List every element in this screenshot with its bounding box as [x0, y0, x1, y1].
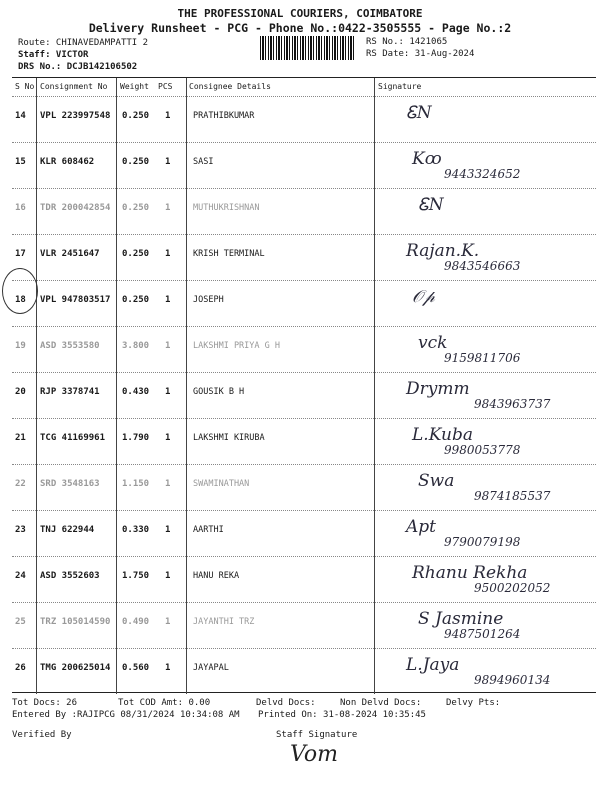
row-consignee-name: GOUSIK B H	[193, 387, 245, 397]
pen-circle-mark	[2, 268, 38, 314]
table-row	[12, 234, 596, 280]
barcode	[260, 36, 356, 60]
row-consignee-name: LAKSHMI KIRUBA	[193, 433, 265, 443]
row-signature: Drymm	[406, 379, 470, 399]
row-pcs: 1	[165, 157, 171, 167]
row-signature: L.Kuba	[412, 425, 473, 445]
row-consignment-no: TRZ 105014590	[40, 617, 111, 627]
row-consignment-no: TDR 200042854	[40, 203, 111, 213]
row-signature: Apt	[406, 517, 436, 537]
row-signature: Rhanu Rekha	[412, 563, 528, 583]
row-signature: ᏋN	[406, 103, 432, 123]
row-sno: 22	[15, 479, 26, 489]
row-pcs: 1	[165, 433, 171, 443]
row-signature: S Jasmine	[418, 609, 504, 629]
delivered-docs: Delvd Docs:	[256, 698, 316, 708]
row-sno: 19	[15, 341, 26, 351]
row-weight: 0.560	[122, 663, 150, 673]
row-consignee-name: JAYAPAL	[193, 663, 229, 673]
row-pcs: 1	[165, 295, 171, 305]
row-consignee-name: PRATHIBKUMAR	[193, 111, 255, 121]
row-pcs: 1	[165, 571, 171, 581]
row-phone-note: 9790079198	[444, 535, 521, 549]
row-signature: L.Jaya	[406, 655, 460, 675]
row-signature: vck	[418, 333, 448, 353]
row-weight: 0.250	[122, 295, 150, 305]
row-weight: 0.250	[122, 249, 150, 259]
row-weight: 1.790	[122, 433, 150, 443]
row-phone-note: 9894960134	[474, 673, 551, 687]
row-consignee-name: SWAMINATHAN	[193, 479, 250, 489]
col-signature: Signature	[378, 82, 422, 91]
total-docs: Tot Docs: 26	[12, 698, 78, 708]
row-weight: 0.430	[122, 387, 150, 397]
row-sno: 18	[15, 295, 26, 305]
row-consignment-no: ASD 3552603	[40, 571, 100, 581]
row-consignment-no: SRD 3548163	[40, 479, 100, 489]
staff-signature-label: Staff Signature	[276, 730, 358, 740]
table-row	[12, 142, 596, 188]
row-consignee-name: SASI	[193, 157, 214, 167]
row-consignment-no: VPL 223997548	[40, 111, 111, 121]
row-consignment-no: TCG 41169961	[40, 433, 106, 443]
row-consignee-name: LAKSHMI PRIYA G H	[193, 341, 280, 351]
row-signature: Kꝏ	[412, 149, 442, 169]
col-pcs: PCS	[158, 82, 173, 91]
row-consignee-name: JAYANTHI TRZ	[193, 617, 255, 627]
drs-number: DRS No.: DCJB142106502	[18, 62, 138, 72]
row-weight: 0.250	[122, 111, 150, 121]
row-consignment-no: KLR 608462	[40, 157, 95, 167]
col-sno: S No	[15, 82, 35, 91]
runsheet-table	[12, 77, 596, 693]
route-label: Route: CHINAVEDAMPATTI 2	[18, 38, 149, 48]
row-phone-note: 9487501264	[444, 627, 521, 641]
row-weight: 0.490	[122, 617, 150, 627]
row-consignment-no: VLR 2451647	[40, 249, 100, 259]
table-row	[12, 464, 596, 510]
row-pcs: 1	[165, 479, 171, 489]
row-pcs: 1	[165, 525, 171, 535]
table-row	[12, 326, 596, 372]
non-delivered-docs: Non Delvd Docs:	[340, 698, 422, 708]
row-weight: 1.750	[122, 571, 150, 581]
row-signature: ᏋN	[418, 195, 444, 215]
row-weight: 0.250	[122, 203, 150, 213]
table-row	[12, 280, 596, 326]
table-row	[12, 372, 596, 418]
row-pcs: 1	[165, 617, 171, 627]
table-row	[12, 188, 596, 234]
table-row	[12, 418, 596, 464]
row-phone-note: 9843546663	[444, 259, 521, 273]
row-consignment-no: TMG 200625014	[40, 663, 111, 673]
row-consignee-name: AARTHI	[193, 525, 224, 535]
row-sno: 16	[15, 203, 26, 213]
row-sno: 20	[15, 387, 26, 397]
rs-date: RS Date: 31-Aug-2024	[366, 49, 475, 59]
row-phone-note: 9980053778	[444, 443, 521, 457]
row-sno: 26	[15, 663, 26, 673]
row-pcs: 1	[165, 341, 171, 351]
verified-by: Verified By	[12, 730, 72, 740]
row-sno: 24	[15, 571, 26, 581]
row-pcs: 1	[165, 249, 171, 259]
row-sno: 14	[15, 111, 26, 121]
entered-by: Entered By :RAJIPCG 08/31/2024 10:34:08 AM	[12, 710, 240, 720]
row-signature: 𝒪𝓅	[412, 287, 435, 307]
row-signature: Rajan.K.	[406, 241, 480, 261]
table-row	[12, 602, 596, 648]
row-phone-note: 9443324652	[444, 167, 521, 181]
row-phone-note: 9874185537	[474, 489, 551, 503]
row-phone-note: 9500202052	[474, 581, 551, 595]
row-sno: 21	[15, 433, 26, 443]
table-row	[12, 510, 596, 556]
staff-label: Staff: VICTOR	[18, 50, 89, 60]
row-consignment-no: VPL 947803517	[40, 295, 111, 305]
row-sno: 15	[15, 157, 26, 167]
col-consignment: Consignment No	[40, 82, 108, 91]
table-row	[12, 556, 596, 602]
row-weight: 0.250	[122, 157, 150, 167]
row-consignee-name: JOSEPH	[193, 295, 224, 305]
row-sno: 23	[15, 525, 26, 535]
rs-number: RS No.: 1421065	[366, 37, 448, 47]
col-consignee: Consignee Details	[189, 82, 271, 91]
row-consignee-name: HANU REKA	[193, 571, 240, 581]
row-weight: 3.800	[122, 341, 150, 351]
total-cod: Tot COD Amt: 0.00	[118, 698, 211, 708]
row-consignment-no: ASD 3553580	[40, 341, 100, 351]
row-consignment-no: RJP 3378741	[40, 387, 100, 397]
row-signature: Swa	[418, 471, 455, 491]
row-weight: 0.330	[122, 525, 150, 535]
runsheet-subtitle: Delivery Runsheet - PCG - Phone No.:0422-3505555 - Page No.:2	[88, 21, 512, 35]
row-weight: 1.150	[122, 479, 150, 489]
staff-signature-mark: Vom	[290, 742, 338, 767]
row-pcs: 1	[165, 111, 171, 121]
row-phone-note: 9159811706	[444, 351, 521, 365]
company-title: THE PROFESSIONAL COURIERS, COIMBATORE	[177, 7, 423, 20]
col-weight: Weight	[120, 82, 149, 91]
row-pcs: 1	[165, 387, 171, 397]
row-sno: 17	[15, 249, 26, 259]
delivery-points: Delvy Pts:	[446, 698, 501, 708]
row-pcs: 1	[165, 203, 171, 213]
row-pcs: 1	[165, 663, 171, 673]
printed-on: Printed On: 31-08-2024 10:35:45	[258, 710, 426, 720]
table-row	[12, 648, 596, 694]
row-consignee-name: MUTHUKRISHNAN	[193, 203, 260, 213]
row-consignment-no: TNJ 622944	[40, 525, 95, 535]
row-phone-note: 9843963737	[474, 397, 551, 411]
row-sno: 25	[15, 617, 26, 627]
table-row	[12, 96, 596, 142]
row-consignee-name: KRISH TERMINAL	[193, 249, 265, 259]
